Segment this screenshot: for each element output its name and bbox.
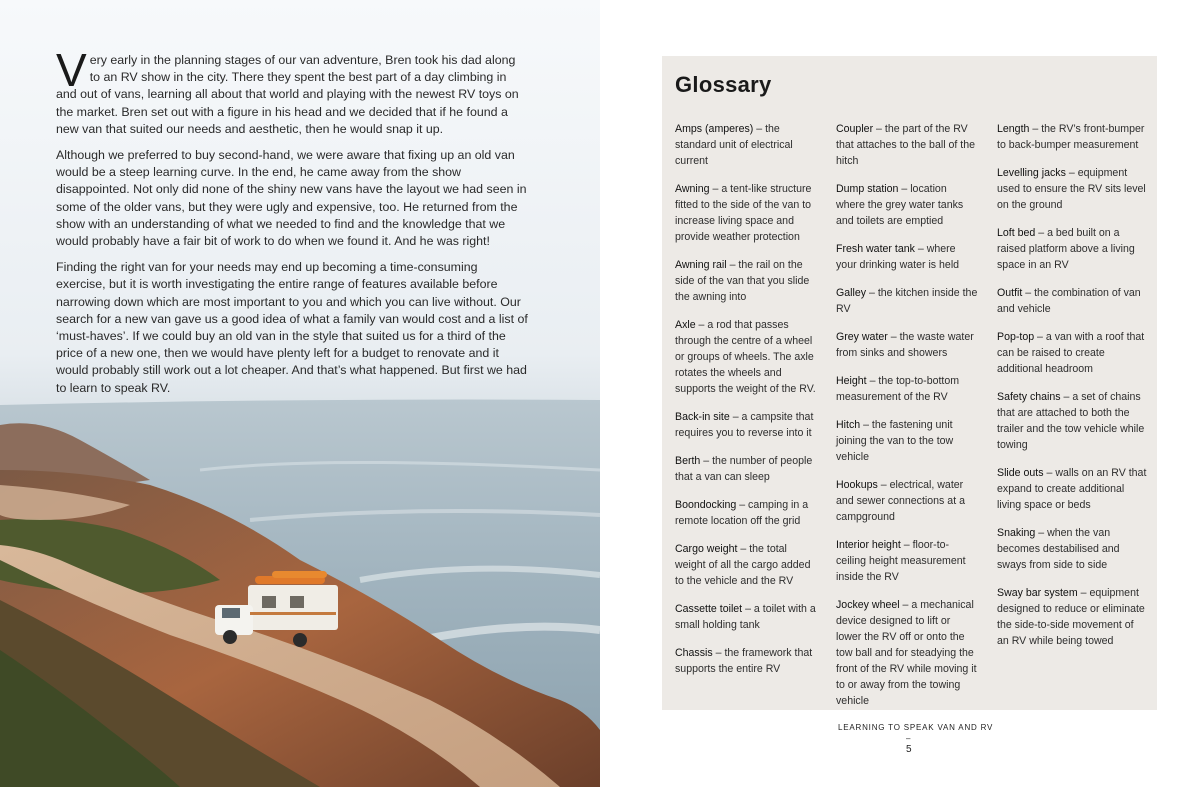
glossary-definition: when the van becomes destabilised and sways from side to side (997, 527, 1120, 571)
glossary-definition: the total weight of all the cargo added to the vehicle and the RV (675, 543, 811, 587)
glossary-entry: Hitch – the fastening unit joining the van to the tow vehicle (836, 419, 954, 463)
glossary-entry: Length – the RV’s front-bumper to back-bumper measurement (997, 123, 1145, 151)
glossary-definition: a tent-like structure fitted to the side of the van to increase living space and provide weather protection (675, 183, 812, 243)
glossary-definition: the number of people that a van can sleep (675, 455, 813, 483)
glossary-definition: a bed built on a raised platform above a living space in an RV (997, 227, 1135, 271)
glossary-term: Length (997, 123, 1030, 135)
glossary-term: Pop-top (997, 331, 1035, 343)
glossary-definition: the part of the RV that attaches to the ball of the hitch (836, 123, 975, 167)
glossary-definition: the combination of van and vehicle (997, 287, 1141, 315)
glossary-column-3 (997, 121, 1147, 661)
glossary-entry: Boondocking – camping in a remote location off the grid (675, 499, 809, 527)
glossary-term: Berth (675, 455, 701, 467)
glossary-term: Interior height (836, 539, 901, 551)
glossary-definition: the waste water from sinks and showers (836, 331, 974, 359)
glossary-definition: a mechanical device designed to lift or lower the RV off or onto the tow ball and for steadying the front of the RV while moving it to or away from the towing vehicle (836, 599, 977, 707)
glossary-definition: a toilet with a small holding tank (675, 603, 816, 631)
right-page (600, 0, 1200, 787)
glossary-entry: Cargo weight – the total weight of all the cargo added to the vehicle and the RV (675, 543, 811, 587)
glossary-definition: equipment designed to reduce or eliminate the side-to-side movement of an RV while being towed (997, 587, 1145, 647)
glossary-entry: Berth – the number of people that a van can sleep (675, 455, 813, 483)
glossary-entry: Pop-top – a van with a roof that can be raised to create additional headroom (997, 331, 1145, 375)
glossary-entry: Back-in site – a campsite that requires you to reverse into it (675, 411, 814, 439)
glossary-entry: Coupler – the part of the RV that attaches to the ball of the hitch (836, 123, 975, 167)
glossary-entry: Levelling jacks – equipment used to ensure the RV sits level on the ground (997, 167, 1146, 211)
glossary-definition: the framework that supports the entire RV (675, 647, 813, 675)
glossary-definition: a set of chains that are attached to both the trailer and the tow vehicle while towing (997, 391, 1145, 451)
glossary-entry: Loft bed – a bed built on a raised platform above a living space in an RV (997, 227, 1135, 271)
glossary-column-1 (675, 121, 817, 689)
glossary-entry: Interior height – floor-to-ceiling height measurement inside the RV (836, 539, 966, 583)
glossary-term: Sway bar system (997, 587, 1078, 599)
glossary-term: Levelling jacks (997, 167, 1066, 179)
glossary-term: Cargo weight (675, 543, 738, 555)
glossary-entry: Galley – the kitchen inside the RV (836, 287, 978, 315)
glossary-definition: the kitchen inside the RV (836, 287, 978, 315)
glossary-box (662, 56, 1157, 710)
glossary-term: Slide outs (997, 467, 1044, 479)
glossary-term: Chassis (675, 647, 713, 659)
glossary-definition: the top-to-bottom measurement of the RV (836, 375, 960, 403)
glossary-definition: a van with a roof that can be raised to create additional headroom (997, 331, 1145, 375)
footer-dash: – (906, 734, 911, 743)
intro-paragraph-1-text: ery early in the planning stages of our van adventure, Bren took his dad along to an RV show in the city. There they spent the best part of a day climbing in and out of vans, learning all about that world and playing with the newest RV toys on the market. Bren set out with a figure in his head and we decided that if he found a new van that suited our needs and aesthetic, then he would snap it up. (56, 53, 519, 136)
glossary-term: Height (836, 375, 867, 387)
glossary-term: Hookups (836, 479, 878, 491)
glossary-definition: the standard unit of electrical current (675, 123, 793, 167)
glossary-definition: floor-to-ceiling height measurement inside the RV (836, 539, 966, 583)
glossary-definition: a rod that passes through the centre of a wheel or groups of wheels. The axle rotates the wheels and supports the weight of the RV. (675, 319, 816, 395)
glossary-entry: Safety chains – a set of chains that are attached to both the trailer and the tow vehicle while towing (997, 391, 1145, 451)
glossary-term: Back-in site (675, 411, 730, 423)
glossary-term: Boondocking (675, 499, 737, 511)
glossary-term: Awning (675, 183, 710, 195)
glossary-entry: Sway bar system – equipment designed to reduce or eliminate the side-to-side movement of an RV while being towed (997, 587, 1145, 647)
glossary-definition: the RV’s front-bumper to back-bumper measurement (997, 123, 1145, 151)
intro-paragraph-2: Although we preferred to buy second-hand, we were aware that fixing up an old van would be a steep learning curve. In the end, he came away from the show disappointed. Not only did none of the shiny new vans have the layout we had seen in some of the older vans, but they were ugly and expensive, too. He returned from the show with an understanding of what we needed to find and the knowledge that we would probably have a fair bit of work to do when we found it. And he was right! (56, 148, 527, 249)
glossary-term: Snaking (997, 527, 1036, 539)
glossary-entry: Cassette toilet – a toilet with a small holding tank (675, 603, 816, 631)
glossary-term: Coupler (836, 123, 874, 135)
glossary-term: Loft bed (997, 227, 1036, 239)
glossary-term: Galley (836, 287, 867, 299)
glossary-entry: Amps (amperes) – the standard unit of electrical current (675, 123, 793, 167)
glossary-definition: location where the grey water tanks and toilets are emptied (836, 183, 964, 227)
glossary-definition: equipment used to ensure the RV sits level on the ground (997, 167, 1146, 211)
glossary-entry: Hookups – electrical, water and sewer connections at a campground (836, 479, 965, 523)
glossary-entry: Grey water – the waste water from sinks and showers (836, 331, 974, 359)
glossary-definition: the fastening unit joining the van to the tow vehicle (836, 419, 954, 463)
glossary-definition: walls on an RV that expand to create additional living space or beds (997, 467, 1147, 511)
glossary-definition: the rail on the side of the van that you slide the awning into (675, 259, 810, 303)
glossary-entry: Awning – a tent-like structure fitted to the side of the van to increase living space and provide weather protection (675, 183, 812, 243)
glossary-definition: where your drinking water is held (836, 243, 960, 271)
glossary-entry: Outfit – the combination of van and vehicle (997, 287, 1141, 315)
glossary-entry: Dump station – location where the grey water tanks and toilets are emptied (836, 183, 964, 227)
glossary-term: Hitch (836, 419, 861, 431)
glossary-entry: Axle – a rod that passes through the centre of a wheel or groups of wheels. The axle rotates the wheels and supports the weight of the RV. (675, 319, 816, 395)
glossary-entry: Height – the top-to-bottom measurement of the RV (836, 375, 960, 403)
glossary-term: Axle (675, 319, 696, 331)
intro-paragraph-1 (56, 44, 528, 138)
page-number: 5 (906, 744, 912, 755)
intro-text (56, 44, 528, 406)
glossary-entry: Chassis – the framework that supports the entire RV (675, 647, 813, 675)
glossary-definition: a campsite that requires you to reverse into it (675, 411, 814, 439)
glossary-entry: Slide outs – walls on an RV that expand to create additional living space or beds (997, 467, 1147, 511)
glossary-term: Awning rail (675, 259, 727, 271)
glossary-term: Cassette toilet (675, 603, 743, 615)
glossary-entry: Jockey wheel – a mechanical device designed to lift or lower the RV off or onto the tow ball and for steadying the front of the RV while moving it to or away from the towing vehicle (836, 599, 977, 707)
glossary-term: Amps (amperes) (675, 123, 754, 135)
glossary-definition: electrical, water and sewer connections at a campground (836, 479, 965, 523)
glossary-term: Fresh water tank (836, 243, 915, 255)
glossary-entry: Snaking – when the van becomes destabilised and sways from side to side (997, 527, 1120, 571)
glossary-term: Jockey wheel (836, 599, 900, 611)
glossary-term: Safety chains (997, 391, 1061, 403)
glossary-term: Grey water (836, 331, 888, 343)
intro-paragraph-3: Finding the right van for your needs may end up becoming a time-consuming exercise, but it is worth investigating the entire range of features available before narrowing down which are most important to you and which you can live without. Our search for a new van gave us a good idea of what a family van would cost and a list of ‘must-haves’. If we could buy an old van in the style that suited us for a third of the price of a new one, then we would have plenty left for a budget to renovate and it would probably still work out a lot cheaper. And that’s what happened. But first we had to learn to speak RV. (56, 260, 528, 395)
glossary-term: Dump station (836, 183, 899, 195)
glossary-entry: Awning rail – the rail on the side of the van that you slide the awning into (675, 259, 810, 303)
running-footer-title: LEARNING TO SPEAK VAN AND RV (838, 723, 994, 732)
drop-cap: V (56, 44, 87, 96)
glossary-definition: camping in a remote location off the grid (675, 499, 809, 527)
glossary-term: Outfit (997, 287, 1023, 299)
glossary-title: Glossary (675, 72, 772, 97)
glossary-entry: Fresh water tank – where your drinking water is held (836, 243, 960, 271)
glossary-column-2 (836, 121, 978, 721)
